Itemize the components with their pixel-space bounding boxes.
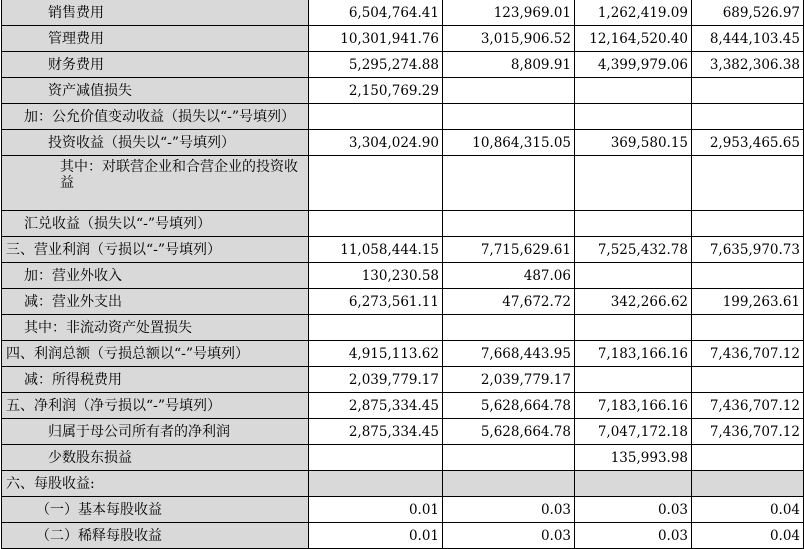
table-row xyxy=(2,263,804,289)
value-cell-col2 xyxy=(443,445,575,471)
table-row xyxy=(2,289,804,315)
value-cell-col2 xyxy=(443,156,575,211)
value-cell-col1: 11,058,444.15 xyxy=(309,237,443,263)
value-cell-col4: 7,635,970.73 xyxy=(692,237,804,263)
row-label: 管理费用 xyxy=(2,26,309,52)
value-cell-col3 xyxy=(575,156,692,211)
table-row xyxy=(2,156,804,211)
value-cell-col4: 7,436,707.12 xyxy=(692,393,804,419)
value-cell-col3 xyxy=(575,471,692,497)
value-cell-col2: 5,628,664.78 xyxy=(443,419,575,445)
table-row xyxy=(2,445,804,471)
value-cell-col3 xyxy=(575,211,692,237)
value-cell-col2: 7,715,629.61 xyxy=(443,237,575,263)
row-label: 减：营业外支出 xyxy=(2,289,309,315)
value-cell-col3: 7,183,166.16 xyxy=(575,341,692,367)
value-cell-col1: 3,304,024.90 xyxy=(309,130,443,156)
table-row xyxy=(2,130,804,156)
value-cell-col3 xyxy=(575,315,692,341)
row-label: （一）基本每股收益 xyxy=(2,497,309,523)
value-cell-col4 xyxy=(692,156,804,211)
row-label: 归属于母公司所有者的净利润 xyxy=(2,419,309,445)
value-cell-col4: 7,436,707.12 xyxy=(692,419,804,445)
value-cell-col3: 369,580.15 xyxy=(575,130,692,156)
row-label: 三、营业利润（亏损以“-”号填列） xyxy=(2,237,309,263)
table-row xyxy=(2,341,804,367)
value-cell-col1: 2,875,334.45 xyxy=(309,419,443,445)
value-cell-col4 xyxy=(692,471,804,497)
value-cell-col3 xyxy=(575,78,692,104)
value-cell-col1: 0.01 xyxy=(309,497,443,523)
row-label: 五、净利润（净亏损以“-”号填列） xyxy=(2,393,309,419)
table-row xyxy=(2,315,804,341)
income-statement-table xyxy=(1,0,804,549)
table-row xyxy=(2,523,804,549)
table-row xyxy=(2,367,804,393)
row-label: 资产减值损失 xyxy=(2,78,309,104)
row-label: 汇兑收益（损失以“-”号填列） xyxy=(2,211,309,237)
value-cell-col4 xyxy=(692,445,804,471)
value-cell-col4 xyxy=(692,367,804,393)
row-label: 加：营业外收入 xyxy=(2,263,309,289)
value-cell-col1: 5,295,274.88 xyxy=(309,52,443,78)
value-cell-col1: 2,150,769.29 xyxy=(309,78,443,104)
table-row xyxy=(2,237,804,263)
row-label: 财务费用 xyxy=(2,52,309,78)
value-cell-col3 xyxy=(575,104,692,130)
table-row xyxy=(2,0,804,26)
value-cell-col2: 7,668,443.95 xyxy=(443,341,575,367)
table-row xyxy=(2,497,804,523)
value-cell-col2: 0.03 xyxy=(443,523,575,549)
value-cell-col2 xyxy=(443,78,575,104)
value-cell-col2: 8,809.91 xyxy=(443,52,575,78)
value-cell-col4 xyxy=(692,211,804,237)
value-cell-col1: 2,875,334.45 xyxy=(309,393,443,419)
value-cell-col2: 123,969.01 xyxy=(443,0,575,26)
value-cell-col3: 342,266.62 xyxy=(575,289,692,315)
value-cell-col3: 4,399,979.06 xyxy=(575,52,692,78)
value-cell-col4: 3,382,306.38 xyxy=(692,52,804,78)
value-cell-col3: 135,993.98 xyxy=(575,445,692,471)
table-row xyxy=(2,104,804,130)
value-cell-col1: 4,915,113.62 xyxy=(309,341,443,367)
value-cell-col1 xyxy=(309,315,443,341)
value-cell-col4 xyxy=(692,104,804,130)
value-cell-col3: 0.03 xyxy=(575,523,692,549)
value-cell-col1 xyxy=(309,104,443,130)
table-row xyxy=(2,419,804,445)
value-cell-col1: 2,039,779.17 xyxy=(309,367,443,393)
value-cell-col4: 689,526.97 xyxy=(692,0,804,26)
value-cell-col1: 130,230.58 xyxy=(309,263,443,289)
row-label: 六、每股收益: xyxy=(2,471,309,497)
value-cell-col4: 2,953,465.65 xyxy=(692,130,804,156)
value-cell-col1: 0.01 xyxy=(309,523,443,549)
value-cell-col2 xyxy=(443,315,575,341)
value-cell-col3: 1,262,419.09 xyxy=(575,0,692,26)
value-cell-col2: 5,628,664.78 xyxy=(443,393,575,419)
value-cell-col1 xyxy=(309,211,443,237)
row-label: 销售费用 xyxy=(2,0,309,26)
table-row xyxy=(2,211,804,237)
value-cell-col2: 47,672.72 xyxy=(443,289,575,315)
value-cell-col4: 0.04 xyxy=(692,523,804,549)
value-cell-col4: 0.04 xyxy=(692,497,804,523)
table-row xyxy=(2,393,804,419)
value-cell-col2: 0.03 xyxy=(443,497,575,523)
row-label: 减：所得税费用 xyxy=(2,367,309,393)
value-cell-col1: 10,301,941.76 xyxy=(309,26,443,52)
value-cell-col2: 3,015,906.52 xyxy=(443,26,575,52)
value-cell-col1: 6,504,764.41 xyxy=(309,0,443,26)
value-cell-col4: 7,436,707.12 xyxy=(692,341,804,367)
table-row xyxy=(2,52,804,78)
value-cell-col3 xyxy=(575,367,692,393)
value-cell-col3: 7,183,166.16 xyxy=(575,393,692,419)
value-cell-col2 xyxy=(443,104,575,130)
value-cell-col2: 2,039,779.17 xyxy=(443,367,575,393)
value-cell-col2: 487.06 xyxy=(443,263,575,289)
row-label: 投资收益（损失以“-”号填列） xyxy=(2,130,309,156)
value-cell-col4 xyxy=(692,315,804,341)
row-label: 其中：对联营企业和合营企业的投资收益 xyxy=(2,156,309,211)
value-cell-col3: 12,164,520.40 xyxy=(575,26,692,52)
value-cell-col1 xyxy=(309,156,443,211)
value-cell-col1 xyxy=(309,471,443,497)
table-row xyxy=(2,471,804,497)
value-cell-col4 xyxy=(692,78,804,104)
value-cell-col2 xyxy=(443,211,575,237)
row-label: 四、利润总额（亏损总额以“-”号填列） xyxy=(2,341,309,367)
row-label: 其中：非流动资产处置损失 xyxy=(2,315,309,341)
value-cell-col4: 199,263.61 xyxy=(692,289,804,315)
row-label: 加：公允价值变动收益（损失以“-”号填列） xyxy=(2,104,309,130)
table-row xyxy=(2,78,804,104)
row-label: （二）稀释每股收益 xyxy=(2,523,309,549)
value-cell-col3: 7,525,432.78 xyxy=(575,237,692,263)
value-cell-col3 xyxy=(575,263,692,289)
row-label: 少数股东损益 xyxy=(2,445,309,471)
table-row xyxy=(2,26,804,52)
value-cell-col1: 6,273,561.11 xyxy=(309,289,443,315)
value-cell-col1 xyxy=(309,445,443,471)
value-cell-col4: 8,444,103.45 xyxy=(692,26,804,52)
value-cell-col2: 10,864,315.05 xyxy=(443,130,575,156)
value-cell-col3: 7,047,172.18 xyxy=(575,419,692,445)
value-cell-col4 xyxy=(692,263,804,289)
value-cell-col2 xyxy=(443,471,575,497)
value-cell-col3: 0.03 xyxy=(575,497,692,523)
table-body xyxy=(2,0,804,549)
